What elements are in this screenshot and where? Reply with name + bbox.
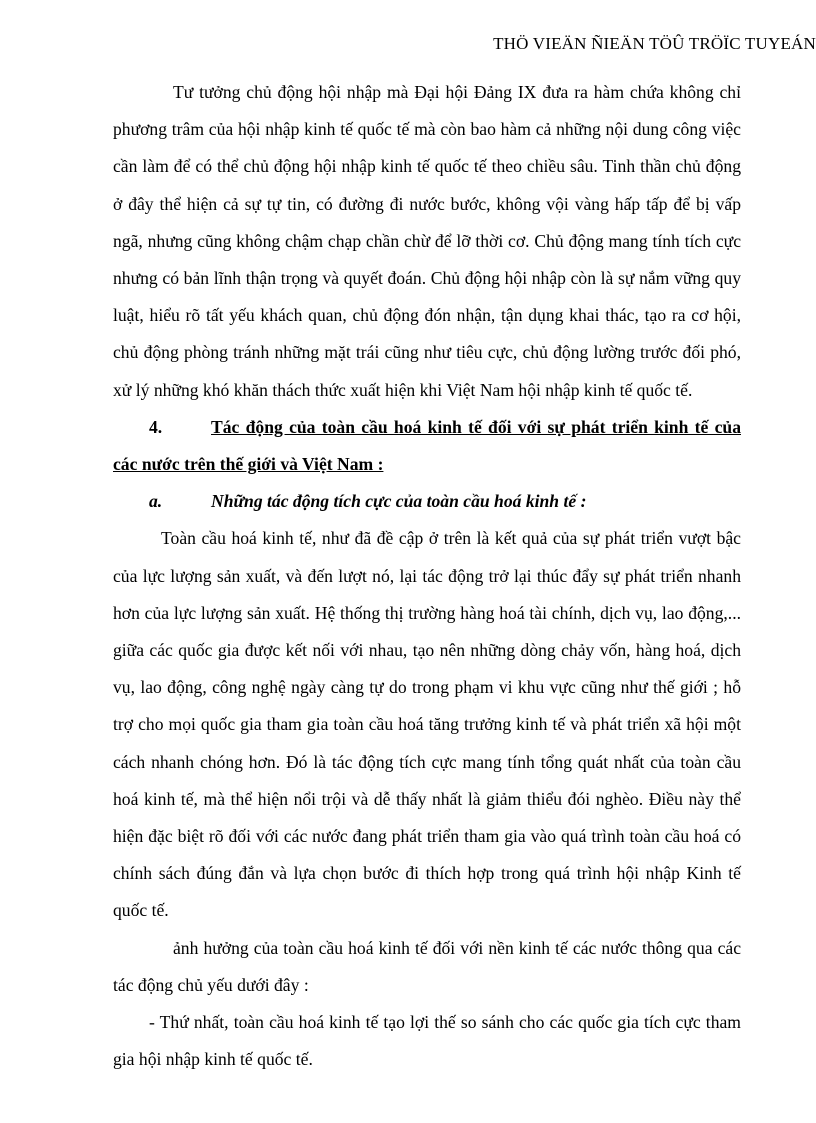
document-body (113, 74, 741, 1078)
paragraph-influence-intro: ảnh hưởng của toàn cầu hoá kinh tế đối với nền kinh tế các nước thông qua các tác động chủ yếu dưới đây : (113, 937, 741, 995)
subsection-title: Những tác động tích cực của toàn cầu hoá kinh tế : (211, 491, 587, 512)
paragraph-proactive-integration: Tư tưởng chủ động hội nhập mà Đại hội Đảng IX đưa ra hàm chứa không chỉ phương trâm của hội nhập kinh tế quốc tế mà còn bao hàm cả những nội dung công việc cần làm để có thể chủ động hội nhập kinh tế quốc tế theo chiều sâu. Tinh thần chủ động ở đây thể hiện cả sự tự tin, có đường đi nước bước, không vội vàng hấp tấp để bị vấp ngã, nhưng cũng không chậm chạp chần chừ để lỡ thời cơ. Chủ động mang tính tích cực nhưng có bản lĩnh thận trọng và quyết đoán. Chủ động hội nhập còn là sự nắm vững quy luật, hiểu rõ tất yếu khách quan, chủ động đón nhận, tận dụng khai thác, tạo ra cơ hội, chủ động phòng tránh những mặt trái cũng như tiêu cực, chủ động lường trước đối phó, xử lý những khó khăn thách thức xuất hiện khi Việt Nam hội nhập kinh tế quốc tế. (113, 82, 741, 400)
running-header: THÖ VIEÄN ÑIEÄN TÖÛ TRÖÏC TUYEÁN (493, 34, 816, 53)
subsection-heading (113, 483, 741, 520)
paragraph-first-point: - Thứ nhất, toàn cầu hoá kinh tế tạo lợi thế so sánh cho các quốc gia tích cực tham gia hội nhập kinh tế quốc tế. (113, 1012, 741, 1070)
paragraph-globalization-effects: Toàn cầu hoá kinh tế, như đã đề cập ở trên là kết quả của sự phát triển vượt bậc của lực lượng sản xuất, và đến lượt nó, lại tác động trở lại thúc đẩy sự phát triển nhanh hơn của lực lượng sản xuất. Hệ thống thị trường hàng hoá tài chính, dịch vụ, lao động,... giữa các quốc gia được kết nối với nhau, tạo nên những dòng chảy vốn, hàng hoá, dịch vụ, lao động, công nghệ ngày càng tự do trong phạm vi khu vực cũng như thế giới ; hỗ trợ cho mọi quốc gia tham gia toàn cầu hoá tăng trưởng kinh tế và phát triển xã hội một cách nhanh chóng hơn. Đó là tác động tích cực mang tính tổng quát nhất của toàn cầu hoá kinh tế, mà thể hiện nổi trội và dễ thấy nhất là giảm thiểu đói nghèo. Điều này thể hiện đặc biệt rõ đối với các nước đang phát triển tham gia vào quá trình toàn cầu hoá có chính sách đúng đắn và lựa chọn bước đi thích hợp trong quá trình hội nhập Kinh tế quốc tế. (113, 528, 741, 921)
subsection-letter: a. (149, 491, 163, 512)
section-title: Tác động của toàn cầu hoá kinh tế đối với sự phát triển kinh tế của các nước trên thế giới và Việt Nam : (113, 416, 741, 475)
section-heading (113, 409, 741, 483)
section-number: 4. (149, 416, 163, 437)
